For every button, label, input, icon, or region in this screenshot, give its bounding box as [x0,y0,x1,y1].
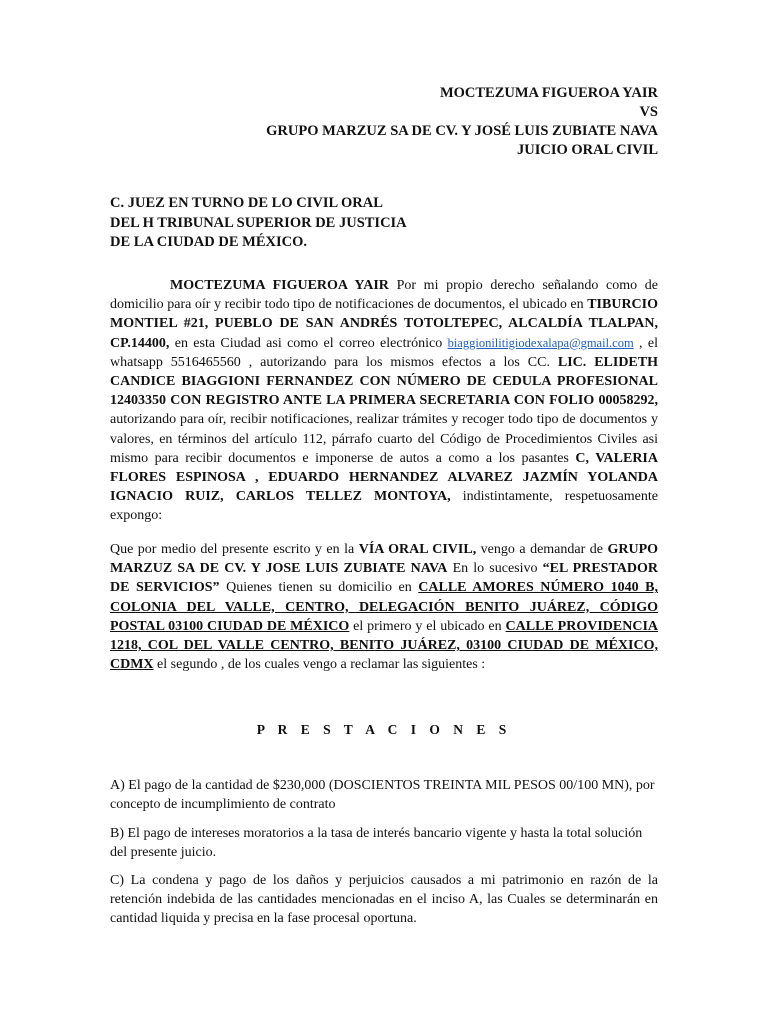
section-heading-prestaciones: P R E S T A C I O N E S [256,722,512,737]
claim-item-a: A) El pago de la cantidad de $230,000 (DOSCIENTOS TREINTA MIL PESOS 00/100 MN), por concepto de incumplimiento de contrato [110,778,655,813]
addressee-line-1: C. JUEZ EN TURNO DE LO CIVIL ORAL [110,195,383,211]
demand-text-3: En lo sucesivo [447,561,543,577]
claim-item-c: C) La condena y pago de los daños y perjuicios causados a mi patrimonio en razón de la retención indebida de las cantidades mencionadas en el inciso A, las Cuales se determinarán en cantidad liquida y precisa en la fase procesal oportuna. [110,873,658,927]
claim-item-b: B) El pago de intereses moratorios a la tasa de interés bancario vigente y hasta la total solución del presente juicio. [110,826,643,861]
defendant-names: GRUPO MARZUZ SA DE CV. Y JOSÉ LUIS ZUBIATE NAVA [266,123,658,139]
defendant-alias: “EL PRESTADOR DE SERVICIOS” [110,561,658,596]
trial-type: JUICIO ORAL CIVIL [517,142,658,158]
addressee-line-3: DE LA CIUDAD DE MÉXICO. [110,234,307,250]
intro-text-1: Por mi propio derecho señalando como de domicilio para oír y recibir todo tipo de notificaciones de documentos, el ubicado en [110,278,658,313]
email-link[interactable]: biaggionilitigiodexalapa@gmail.com [447,335,634,350]
plaintiff-address: TIBURCIO MONTIEL #21, PUEBLO DE SAN ANDRÉS TOTOLTEPEC, ALCALDÍA TLALPAN, CP.14400, [110,297,658,351]
authorized-lawyer: LIC. ELIDETH CANDICE BIAGGIONI FERNANDEZ CON NÚMERO DE CEDULA PROFESIONAL 12403350 CON REGISTRO ANTE LA PRIMERA SECRETARIA CON FOLIO 00058292, [110,354,659,409]
plaintiff-name-bold: MOCTEZUMA FIGUEROA YAIR [170,278,389,293]
intro-paragraph [110,276,658,526]
intro-text-2: en esta Ciudad asi como el correo electrónico [169,335,448,351]
demand-text-6: el segundo , de los cuales vengo a reclamar las siguientes : [153,657,486,673]
pasantes-names: C, VALERIA FLORES ESPINOSA , EDUARDO HERNANDEZ ALVAREZ JAZMÍN YOLANDA IGNACIO RUIZ, CARLOS TELLEZ MONTOYA, [110,450,658,505]
defendant-address-2: CALLE PROVIDENCIA 1218, COL DEL VALLE CENTRO, BENITO JUÁREZ, 03100 CIUDAD DE MÉXICO, CDMX [110,618,659,673]
intro-text-4: autorizando para oír, recibir notificaciones, realizar trámites y recoger todo tipo de documentos y valores, en términos del artículo 112, párrafo cuarto del Código de Procedimientos Civiles asi mismo para recibir documentos e imponerse de autos a como a los pasantes [110,412,658,466]
addressee-line-2: DEL H TRIBUNAL SUPERIOR DE JUSTICIA [110,214,407,231]
defendants-bold: GRUPO MARZUZ SA DE CV. Y JOSE LUIS ZUBIATE NAVA [110,542,659,577]
demand-text-4: Quienes tienen su domicilio en [219,580,419,596]
demand-text-2: vengo a demandar de [476,542,608,557]
addressee-block [110,194,407,253]
demand-paragraph [110,540,658,674]
case-caption [266,84,658,160]
via-oral-civil: VÍA ORAL CIVIL, [358,542,477,557]
demand-text-1: Que por medio del presente escrito y en la [110,542,359,557]
defendant-address-1: CALLE AMORES NÚMERO 1040 B, COLONIA DEL VALLE, CENTRO, DELEGACIÓN BENITO JUÁREZ, CÓDIGO POSTAL 03100 CIUDAD DE MÉXICO [110,580,658,634]
demand-text-5: el primero y el ubicado en [349,618,506,634]
intro-text-5: indistintamente, respetuosamente expongo: [110,489,658,524]
versus-label: VS [639,104,658,120]
intro-text-3: , el whatsapp 5516465560 , autorizando para los mismos efectos a los CC. [110,335,658,370]
plaintiff-name: MOCTEZUMA FIGUEROA YAIR [439,85,658,101]
